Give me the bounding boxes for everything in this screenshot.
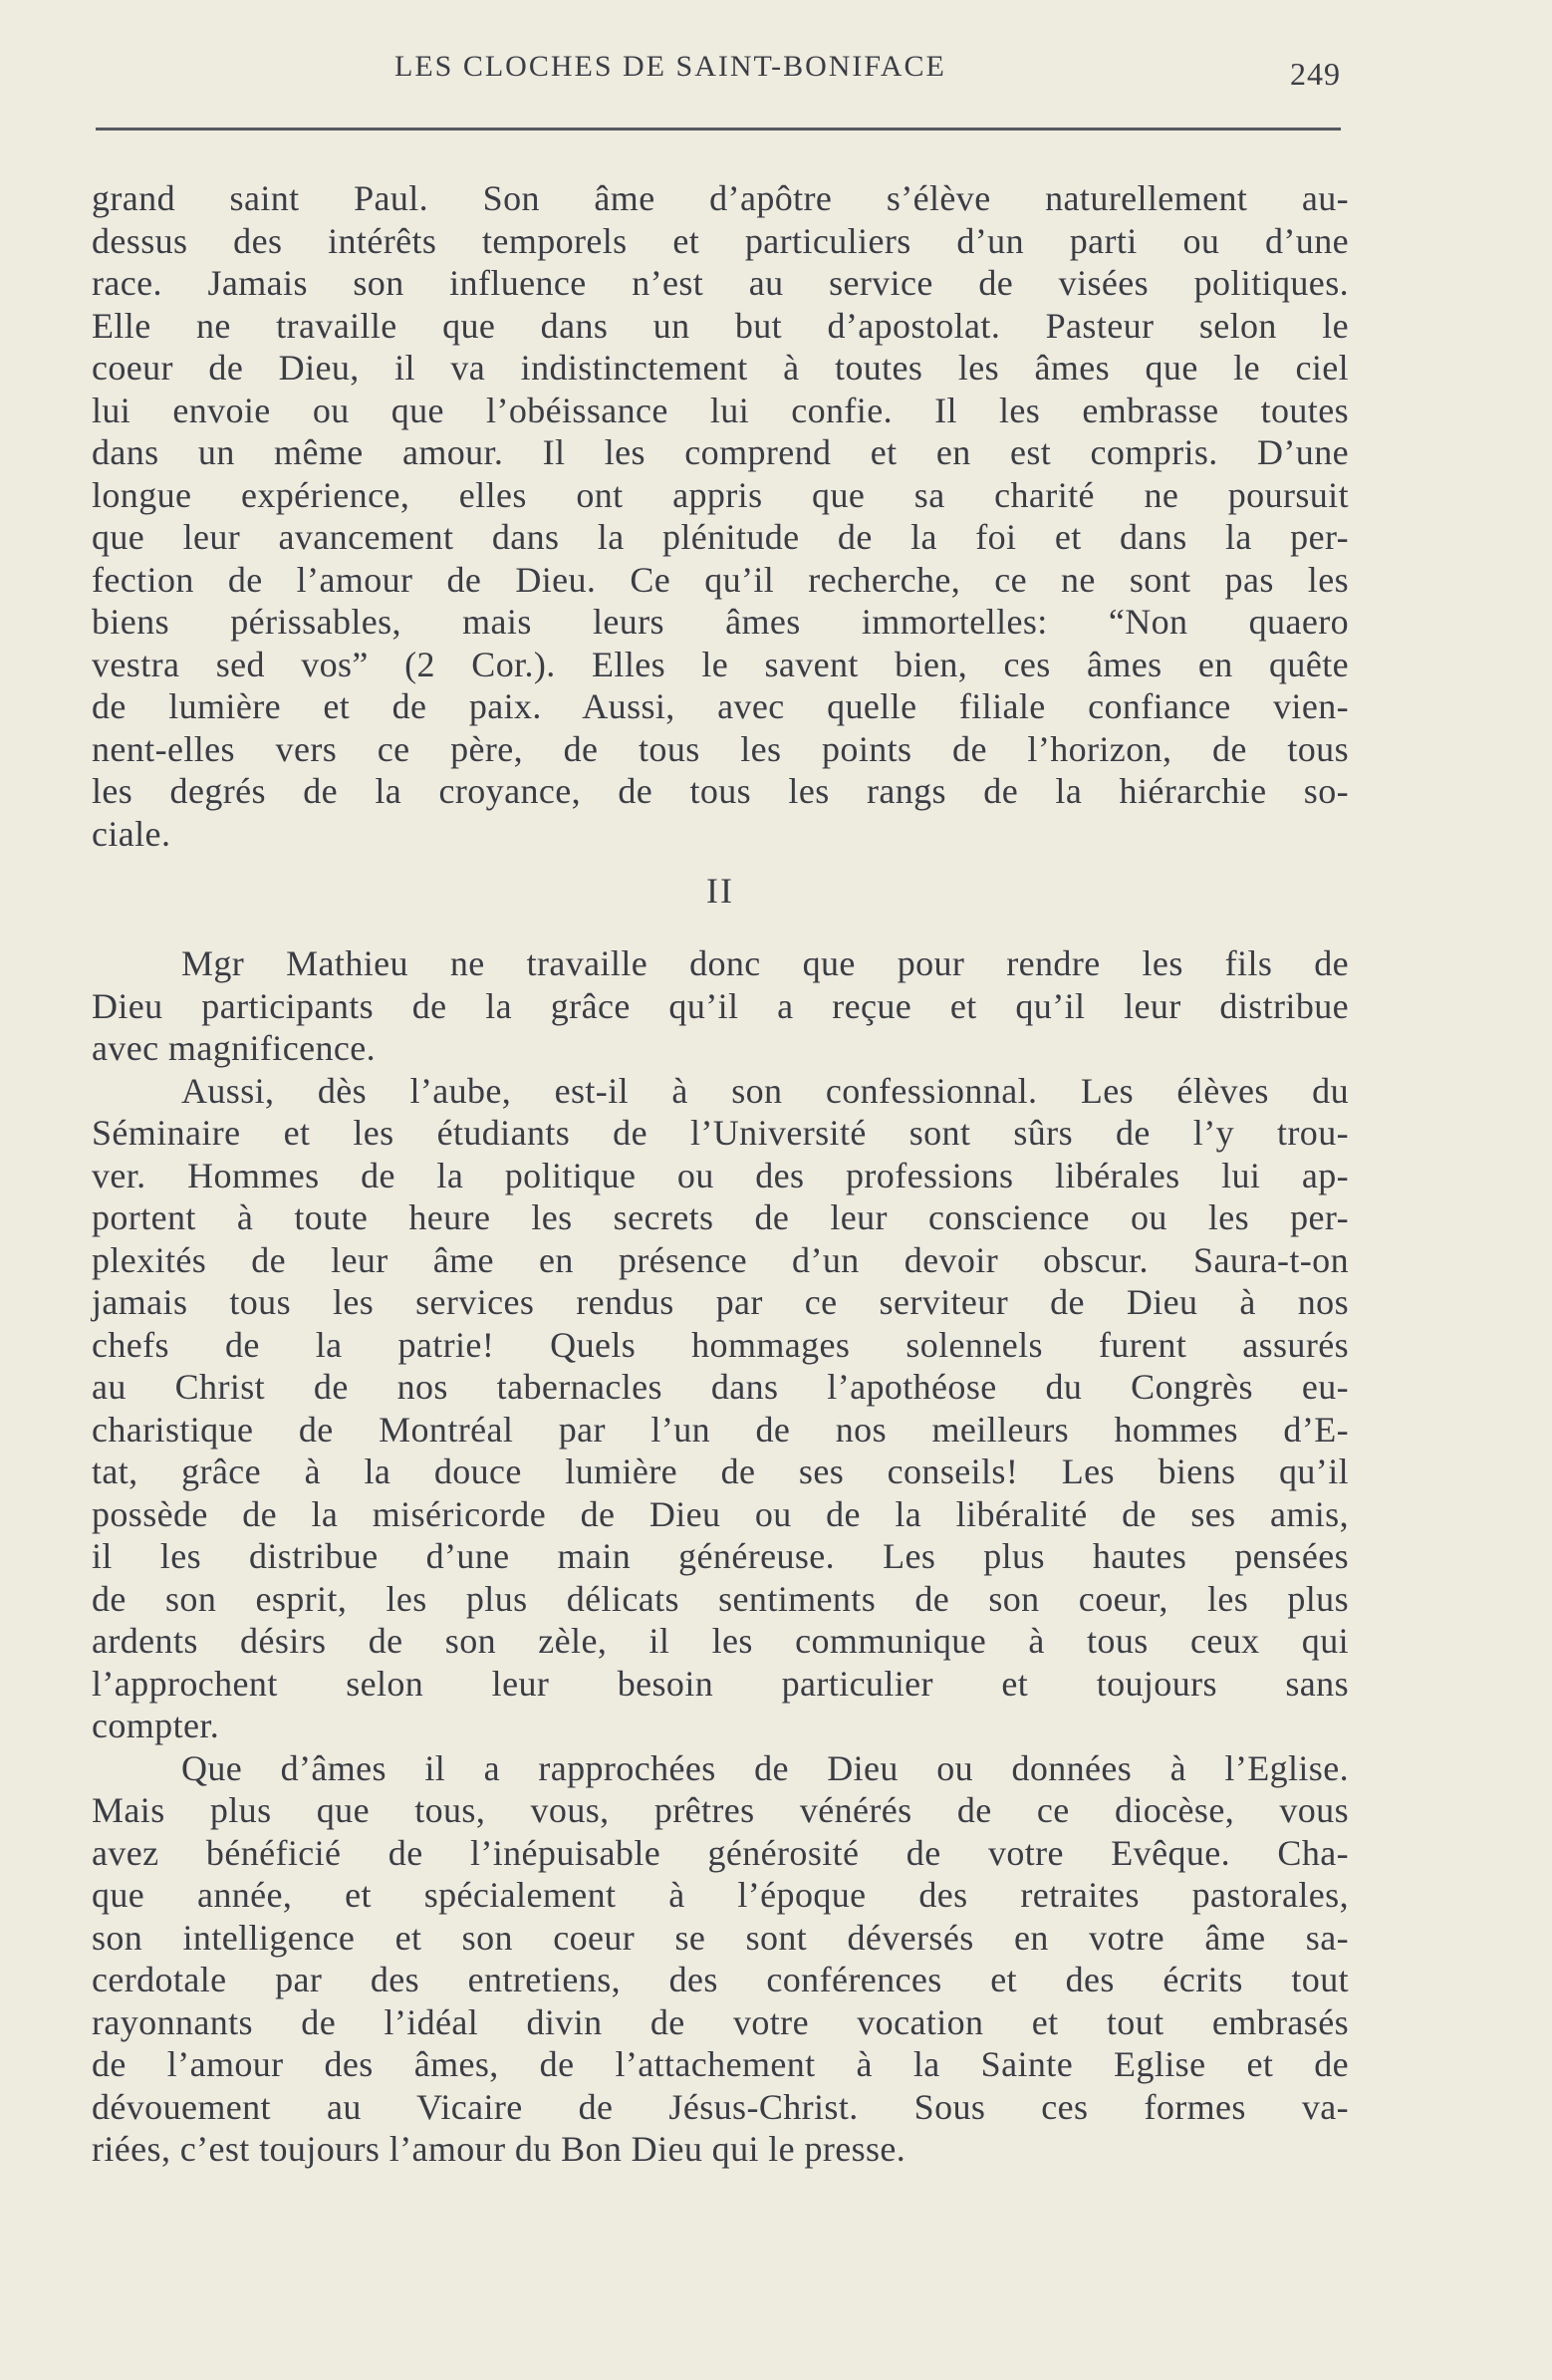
- text-line: Elle ne travaille que dans un but d’apostolat. Pasteur selon le: [92, 305, 1349, 346]
- paragraph-2: [92, 942, 1349, 1070]
- text-line: de l’amour des âmes, de l’attachement à la Sainte Eglise et de: [92, 2044, 1349, 2084]
- text-line: les degrés de la croyance, de tous les rangs de la hiérarchie so-: [92, 771, 1349, 811]
- text-line: portent à toute heure les secrets de leur conscience ou les per-: [92, 1197, 1349, 1237]
- text-line: de son esprit, les plus délicats sentiments de son coeur, les plus: [92, 1578, 1349, 1619]
- text-line: fection de l’amour de Dieu. Ce qu’il recherche, ce ne sont pas les: [92, 559, 1349, 600]
- paragraph-3: [92, 1070, 1349, 1747]
- text-line: possède de la miséricorde de Dieu ou de la libéralité de ses amis,: [92, 1493, 1349, 1534]
- text-line: dans un même amour. Il les comprend et en est compris. D’une: [92, 432, 1349, 472]
- text-line: tat, grâce à la douce lumière de ses conseils! Les biens qu’il: [92, 1452, 1349, 1491]
- paragraph-4: [92, 1747, 1349, 2171]
- text-line: ver. Hommes de la politique ou des professions libérales lui ap-: [92, 1155, 1349, 1195]
- running-title: LES CLOCHES DE SAINT-BONIFACE: [394, 50, 946, 83]
- paragraph-1: [92, 177, 1349, 855]
- text-line: charistique de Montréal par l’un de nos meilleurs hommes d’E-: [92, 1409, 1349, 1450]
- text-line: jamais tous les services rendus par ce serviteur de Dieu à nos: [92, 1282, 1349, 1322]
- text-line: biens périssables, mais leurs âmes immortelles: “Non quaero: [92, 602, 1349, 642]
- text-line: rayonnants de l’idéal divin de votre vocation et tout embrasés: [92, 2001, 1349, 2042]
- text-line: au Christ de nos tabernacles dans l’apothéose du Congrès eu-: [92, 1367, 1349, 1407]
- text-line: compter.: [92, 1706, 220, 1745]
- text-line: que leur avancement dans la plénitude de la foi et dans la per-: [92, 517, 1349, 557]
- text-line: Que d’âmes il a rapprochées de Dieu ou données à l’Eglise.: [181, 1747, 1349, 1788]
- text-line: son intelligence et son coeur se sont déversés en votre âme sa-: [92, 1917, 1349, 1958]
- text-line: ardents désirs de son zèle, il les communique à tous ceux qui: [92, 1621, 1349, 1661]
- text-line: Mgr Mathieu ne travaille donc que pour rendre les fils de: [181, 943, 1349, 983]
- text-line: avec magnificence.: [92, 1028, 377, 1068]
- text-line: cerdotale par des entretiens, des conférences et des écrits tout: [92, 1960, 1349, 1999]
- running-head: [96, 50, 1341, 100]
- text-line: dévouement au Vicaire de Jésus-Christ. Sous ces formes va-: [92, 2086, 1349, 2127]
- text-line: l’approchent selon leur besoin particulier et toujours sans: [92, 1663, 1349, 1704]
- text-line: grand saint Paul. Son âme d’apôtre s’élève naturellement au-: [92, 178, 1349, 218]
- section-number: II: [706, 871, 734, 911]
- text-line: coeur de Dieu, il va indistinctement à toutes les âmes que le ciel: [92, 348, 1349, 388]
- text-line: vestra sed vos” (2 Cor.). Elles le savent bien, ces âmes en quête: [92, 644, 1349, 684]
- text-line: Séminaire et les étudiants de l’Université sont sûrs de l’y trou-: [92, 1113, 1349, 1153]
- text-line: race. Jamais son influence n’est au service de visées politiques.: [92, 263, 1349, 303]
- text-line: Mais plus que tous, vous, prêtres vénérés de ce diocèse, vous: [92, 1790, 1349, 1830]
- text-line: de lumière et de paix. Aussi, avec quelle filiale confiance vien-: [92, 686, 1349, 726]
- text-line: dessus des intérêts temporels et particuliers d’un parti ou d’une: [92, 220, 1349, 261]
- text-line: plexités de leur âme en présence d’un devoir obscur. Saura-t-on: [92, 1239, 1349, 1280]
- text-line: chefs de la patrie! Quels hommages solennels furent assurés: [92, 1324, 1349, 1365]
- text-line: ciale.: [92, 813, 171, 854]
- text-line: longue expérience, elles ont appris que sa charité ne poursuit: [92, 474, 1349, 515]
- text-line: nent-elles vers ce père, de tous les points de l’horizon, de tous: [92, 728, 1349, 769]
- header-rule: [96, 128, 1341, 131]
- text-line: il les distribue d’une main généreuse. Les plus hautes pensées: [92, 1536, 1349, 1576]
- text-line: avez bénéficié de l’inépuisable générosité de votre Evêque. Cha-: [92, 1832, 1349, 1873]
- text-line: lui envoie ou que l’obéissance lui confie. Il les embrasse toutes: [92, 390, 1349, 430]
- text-line: Dieu participants de la grâce qu’il a reçue et qu’il leur distribue: [92, 985, 1349, 1026]
- body-text: [92, 177, 1349, 2171]
- text-line: Aussi, dès l’aube, est-il à son confessionnal. Les élèves du: [181, 1070, 1349, 1111]
- page-number: 249: [1290, 56, 1341, 92]
- text-line: riées, c’est toujours l’amour du Bon Dieu qui le presse.: [92, 2129, 906, 2169]
- text-line: que année, et spécialement à l’époque des retraites pastorales,: [92, 1875, 1349, 1915]
